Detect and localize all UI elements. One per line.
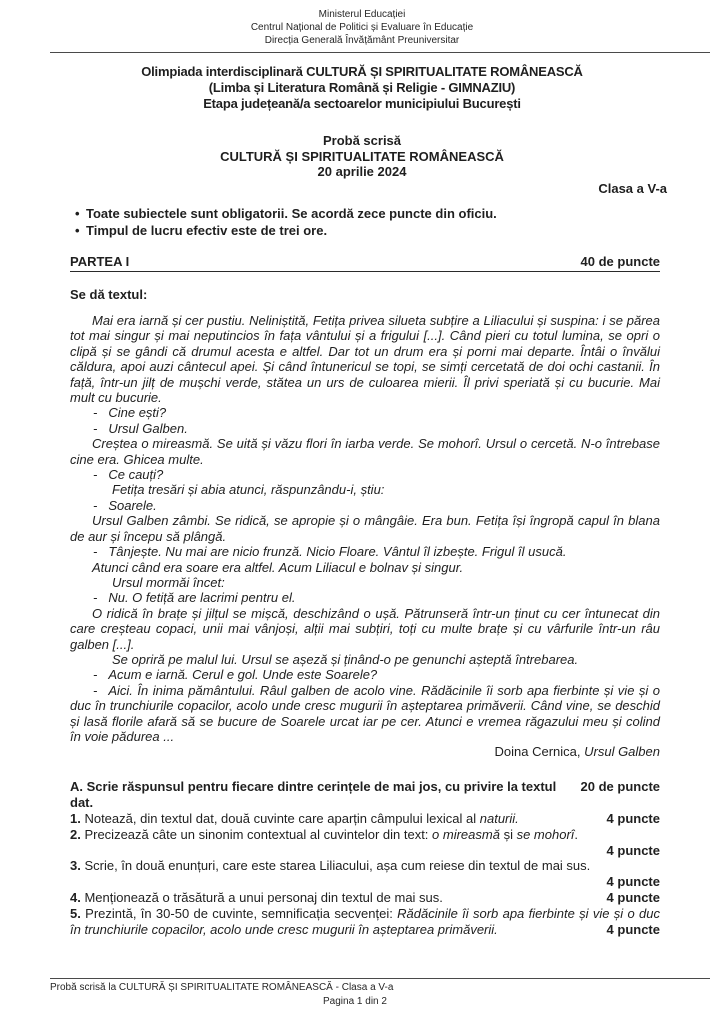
question-body: .: [574, 826, 579, 842]
note-item: [70, 206, 660, 223]
story-dialogue-line: [70, 544, 660, 559]
question-number: 4.: [70, 890, 81, 906]
section-a-points: 20 de puncte: [580, 779, 660, 794]
question-number: 5.: [70, 905, 81, 921]
exam-date: 20 aprilie 2024: [317, 164, 407, 179]
part-one-header: [70, 254, 660, 272]
story-dialogue-line: [70, 498, 660, 513]
story-dialogue-line: [70, 683, 660, 745]
question-body: Notează, din textul dat, două cuvinte care aparțin câmpului lexical al: [80, 811, 480, 827]
question-italic: se mohorî: [516, 826, 575, 842]
story-dialogue-line: [70, 667, 660, 682]
question-body: Prezintă, în 30-50 de cuvinte, semnificația secvenței:: [80, 905, 398, 921]
story-paragraph: Fetița tresări și abia atunci, răspunzându-i, știu:: [112, 482, 385, 498]
question-points: 4 puncte: [606, 842, 660, 858]
dialogue-dash: -: [93, 497, 98, 513]
competition-title: [0, 64, 724, 112]
title-line-3: Etapa județeană/a sectoarelor municipiului București: [203, 96, 521, 111]
question-number: 3.: [70, 858, 81, 874]
dialogue-dash: -: [93, 667, 98, 683]
story-dialogue-line: [70, 421, 660, 436]
text-intro-label: Se dă textul:: [70, 287, 148, 303]
footer-page-number: Pagina 1 din 2: [323, 995, 387, 1007]
story-paragraph: Ursul Galben zâmbi. Se ridică, se apropie și o mângâie. Era bun. Fetița își îngropă capul în blana de aur și începu să plângă.: [70, 513, 660, 544]
question-3: [70, 858, 660, 890]
dialogue-dash: -: [93, 590, 98, 606]
dialogue-text: Ursul Galben.: [108, 420, 188, 436]
question-2: [70, 827, 660, 859]
note-item: [70, 223, 660, 240]
question-body: Scrie, în două enunțuri, care este starea Liliacului, așa cum reiese din textul de mai sus.: [80, 858, 591, 874]
dialogue-dash: -: [93, 420, 98, 436]
footer-exam-label: Probă scrisă la CULTURĂ ȘI SPIRITUALITATE ROMÂNEASCĂ - Clasa a V-a: [50, 982, 394, 993]
question-number: 2.: [70, 826, 81, 842]
org-line-1: Ministerul Educației: [318, 9, 406, 20]
section-a-header: [70, 779, 660, 811]
note-text: Timpul de lucru efectiv este de trei ore.: [86, 222, 328, 238]
story-paragraph: Creștea o mireasmă. Se uită și văzu flori în iarba verde. Se mohorî. Ursul o cercetă. N-o întrebase cine era. Ghicea multe.: [70, 436, 660, 467]
attribution: [70, 744, 660, 759]
story-dialogue-line: [70, 405, 660, 420]
attribution-author: Doina Cernica,: [494, 744, 585, 760]
question-text: [70, 906, 660, 938]
bullet-icon: •: [75, 222, 80, 238]
dialogue-dash: -: [93, 682, 98, 698]
question-number: 1.: [70, 811, 81, 827]
questions-section: [70, 779, 660, 937]
question-body: Precizează câte un sinonim contextual al cuvintelor din text:: [80, 826, 433, 842]
dialogue-dash: -: [93, 544, 98, 560]
story-paragraph: Mai era iarnă și cer pustiu. Neliniștită, Fetița privea silueta subțire a Liliacului și suspina: i se părea tot mai singur și mai neputincios în fața vântului și a frigului [...]. Când pieri cu totul lumina, se opri o clipă și se gândi că drumul acesta e altfel. Dar tot un drum era și porni mai departe. Întâi o învălui căldura, apoi auzi cântecul apei. Și când întunericul se topi, se simți cercetată de doi ochi castanii. În față, într-un jilț de mușchi verde, stătea un urs de culoarea mierii. Îl privi speriată și cu bucurie. Mai mult cu bucurie.: [70, 313, 660, 406]
question-body: și: [499, 826, 517, 842]
part-one-section: [70, 254, 660, 303]
dialogue-text: Ce cauți?: [108, 467, 164, 483]
question-5: [70, 906, 660, 938]
story-paragraph: Ursul mormăi încet:: [112, 574, 225, 590]
question-points: 4 puncte: [606, 874, 660, 890]
question-text: [70, 858, 660, 874]
question-italic: naturii.: [479, 811, 519, 827]
part-one-points: 40 de puncte: [580, 254, 660, 269]
bullet-icon: •: [75, 206, 80, 221]
header-rule: [50, 52, 710, 53]
question-text: [70, 811, 519, 827]
dialogue-dash: -: [93, 405, 98, 421]
story-dialogue-line: [70, 590, 660, 605]
question-points: 4 puncte: [606, 921, 660, 937]
story-paragraph: Atunci când era soare era altfel. Acum Liliacul e bolnav și singur.: [92, 559, 464, 575]
section-a-title: A. Scrie răspunsul pentru fiecare dintre cerințele de mai jos, cu privire la textul dat.: [70, 779, 557, 810]
dialogue-text: Cine ești?: [108, 405, 167, 421]
question-points: 4 puncte: [606, 811, 660, 827]
org-header: [0, 8, 724, 47]
question-points: 4 puncte: [606, 890, 660, 906]
dialogue-text: Tânjește. Nu mai are nicio frunză. Nicio Floare. Vântul îl izbește. Frigul îl usucă.: [108, 544, 567, 560]
footer-rule: [50, 978, 710, 979]
story-dialogue-line: [70, 467, 660, 482]
page-footer: [50, 981, 660, 1008]
exam-line-2: CULTURĂ ȘI SPIRITUALITATE ROMÂNEASCĂ: [220, 148, 504, 164]
story-text: [70, 313, 660, 760]
story-paragraph: O ridică în brațe și jilțul se mișcă, deschizând o ușă. Pătrunseră într-un ținut cu cer întunecat din care creșteau copaci, unii mai vânjoși, alții mai subțiri, toți cu multe brațe și cu vârfurile într-un râu galben [...].: [70, 605, 660, 652]
class-label: Clasa a V-a: [598, 181, 667, 196]
org-line-2: Centrul Național de Politici și Evaluare în Educație: [250, 22, 474, 33]
part-one-label: PARTEA I: [70, 254, 130, 269]
question-text: [70, 827, 660, 843]
note-text: Toate subiectele sunt obligatorii. Se acordă zece puncte din oficiu.: [86, 206, 497, 221]
question-italic: o mireasmă: [432, 826, 500, 842]
exam-line-1: Probă scrisă: [322, 133, 402, 148]
dialogue-text: Soarele.: [108, 497, 157, 513]
org-line-3: Direcția Generală Învățământ Preuniversitar: [264, 35, 460, 46]
general-notes: [70, 206, 660, 239]
dialogue-text: Nu. O fetiță are lacrimi pentru el.: [108, 590, 296, 606]
title-line-1: Olimpiada interdisciplinară CULTURĂ ȘI SPIRITUALITATE ROMÂNEASCĂ: [141, 64, 583, 79]
question-1: [70, 811, 660, 827]
dialogue-dash: -: [93, 467, 98, 483]
question-body: Menționează o trăsătură a unui personaj din textul de mai sus.: [80, 890, 443, 906]
question-text: [70, 890, 443, 906]
question-4: [70, 890, 660, 906]
attribution-work: Ursul Galben: [584, 744, 660, 760]
story-paragraph: Se opriră pe malul lui. Ursul se așeză și ținând-o pe genunchi așteptă întrebarea.: [112, 651, 579, 667]
dialogue-text: Aici. În inima pământului. Râul galben de acolo vine. Rădăcinile îi sorb apa fierbinte și vie și o duc în trunchiurile copacilor, acolo unde cresc mugurii în așteptarea primăverii. Când vine, se deschid și lasă florile afară să se bucure de Soarele urcat iar pe cer. Atunci e vremea răgazului meu și colind în voie pădurea ...: [70, 682, 660, 744]
question-italic: Rădăcinile îi sorb apa fierbinte și vie și o duc în trunchiurile copacilor, acolo unde cresc mugurii în așteptarea primăverii.: [70, 905, 660, 937]
exam-subtitle: [0, 133, 724, 180]
title-line-2: (Limba și Literatura Română și Religie - GIMNAZIU): [208, 80, 516, 95]
dialogue-text: Acum e iarnă. Cerul e gol. Unde este Soarele?: [108, 667, 378, 683]
